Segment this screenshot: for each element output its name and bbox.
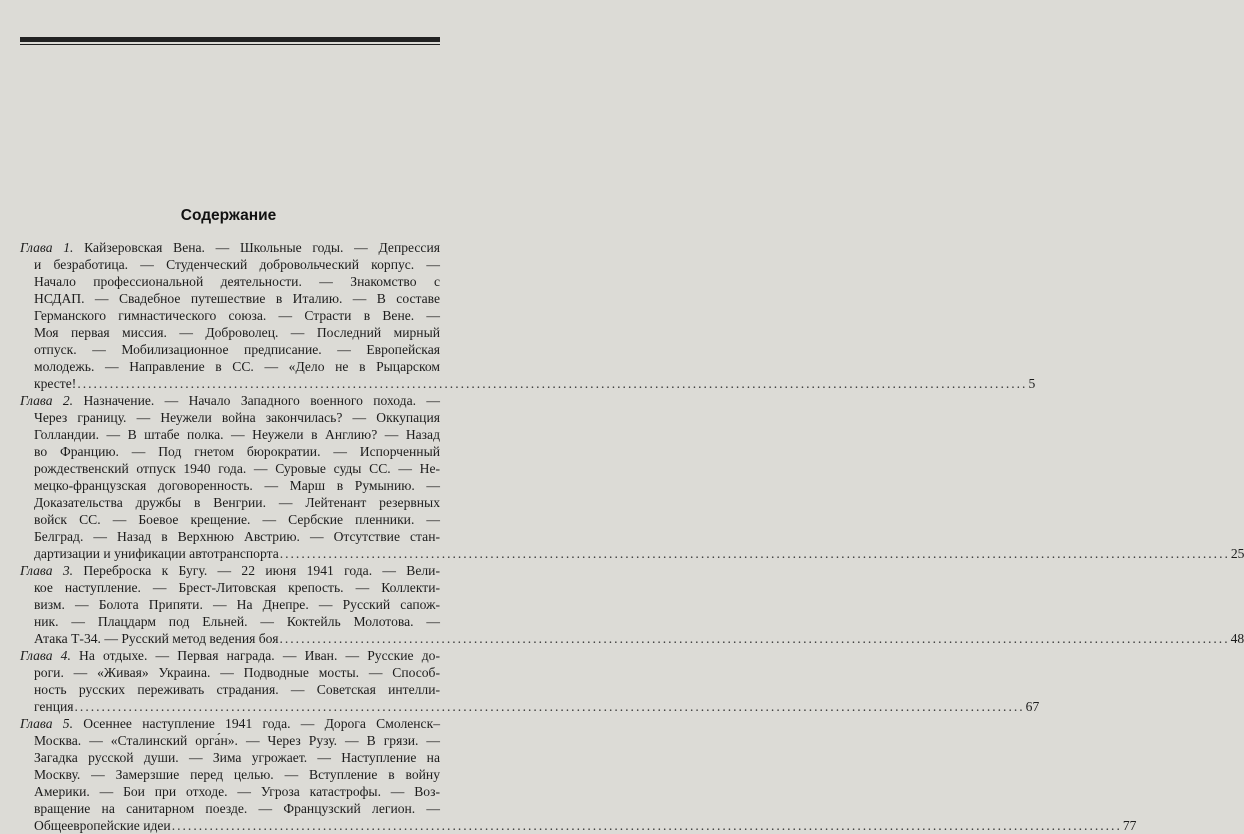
toc-line (20, 409, 440, 426)
toc-line-text: Германского гимнастического союза. — Страсти в Вене. — (34, 308, 440, 323)
toc-line-text: кресте! (34, 376, 77, 391)
page-number: 25 (1230, 546, 1244, 561)
toc-line (20, 239, 440, 256)
toc-line (20, 494, 440, 511)
toc-line-text: Моя первая миссия. — Доброволец. — Последний мирный (34, 325, 440, 340)
toc-line (20, 256, 440, 273)
toc-line-text: Белград. — Назад в Верхнюю Австрию. — Отсутствие стан- (34, 529, 440, 544)
toc-line-text: войск СС. — Боевое крещение. — Сербские пленники. — (34, 512, 440, 527)
toc-line-text: Начало профессиональной деятельности. — Знакомство с (34, 274, 440, 289)
dot-leader: ................................................................................................................................................................................ (279, 546, 1230, 561)
dot-leader: ................................................................................................................................................................................ (279, 631, 1230, 646)
toc-line (20, 596, 440, 613)
toc-line-text: Загадка русской души. — Зима угрожает. — Наступление на (34, 750, 440, 765)
page-number: 48 (1230, 631, 1244, 646)
toc-line (20, 630, 1244, 647)
toc-line (20, 715, 440, 732)
toc-line-text: На отдыхе. — Первая награда. — Иван. — Русские до- (79, 648, 440, 663)
toc-line (20, 613, 440, 630)
page-title: Содержание (180, 207, 277, 224)
toc-line (20, 562, 440, 579)
toc-line-text: ник. — Плацдарм под Ельней. — Коктейль Молотова. — (34, 614, 440, 629)
toc-line-text: отпуск. — Мобилизационное предписание. — Европейская (34, 342, 440, 357)
toc-line (20, 341, 440, 358)
toc-line-text: визм. — Болота Припяти. — На Днепре. — Русский сапож- (34, 597, 440, 612)
chapter-number: Глава 5. (20, 716, 73, 731)
toc-line-text: Через границу. — Неужели война закончилась? — Оккупация (34, 410, 440, 425)
toc-line-text: Москву. — Замерзшие перед целью. — Вступление в войну (34, 767, 440, 782)
toc-line-text: роги. — «Живая» Украина. — Подводные мосты. — Способ- (34, 665, 440, 680)
toc-line-text: Осеннее наступление 1941 года. — Дорога Смоленск– (83, 716, 440, 731)
toc-line-text: Доказательства дружбы в Венгрии. — Лейтенант резервных (34, 495, 440, 510)
toc-line (20, 698, 1040, 715)
toc-line-text: НСДАП. — Свадебное путешествие в Италию. — В составе (34, 291, 440, 306)
toc-line (20, 579, 440, 596)
toc-line-text: ность русских переживать страдания. — Советская интелли- (34, 682, 440, 697)
toc-line-text: Назначение. — Начало Западного военного похода. — (83, 393, 440, 408)
toc-entry[interactable] (20, 647, 1040, 715)
toc-line (20, 477, 440, 494)
toc-line (20, 664, 440, 681)
toc-line-text: Кайзеровская Вена. — Школьные годы. — Депрессия (84, 240, 440, 255)
header-rule-thick (20, 37, 440, 42)
toc-line (20, 749, 440, 766)
toc-entry[interactable] (20, 715, 1137, 834)
toc-entry[interactable] (20, 392, 1244, 562)
page-number: 77 (1122, 818, 1137, 833)
toc-line (20, 528, 440, 545)
header-rule-thin (20, 44, 440, 45)
chapter-number: Глава 4. (20, 648, 71, 663)
chapter-number: Глава 2. (20, 393, 74, 408)
toc-line (20, 732, 440, 749)
toc-line (20, 783, 440, 800)
toc-line-text: мецко-французская договоренность. — Марш в Румынию. — (34, 478, 440, 493)
table-of-contents (20, 239, 1244, 834)
toc-entry[interactable] (20, 239, 1036, 392)
dot-leader: ................................................................................................................................................................................ (171, 818, 1122, 833)
toc-line (20, 307, 440, 324)
toc-line-text: дартизации и унификации автотранспорта (34, 546, 279, 561)
toc-line-text: Общеевропейские идеи (34, 818, 171, 833)
toc-line (20, 375, 1036, 392)
toc-line-text: Голландии. — В штабе полка. — Неужели в Англию? — Назад (34, 427, 440, 442)
toc-line (20, 392, 440, 409)
toc-line (20, 358, 440, 375)
toc-line-text: во Францию. — Под гнетом бюрократии. — Испорченный (34, 444, 440, 459)
toc-line-text: и безработица. — Студенческий добровольческий корпус. — (34, 257, 440, 272)
toc-line-text: генция (34, 699, 74, 714)
toc-line-text: кое наступление. — Брест-Литовская крепость. — Коллекти- (34, 580, 440, 595)
toc-line (20, 800, 440, 817)
toc-line (20, 545, 1244, 562)
toc-line (20, 290, 440, 307)
toc-line (20, 426, 440, 443)
toc-line-text: Атака Т-34. — Русский метод ведения боя (34, 631, 279, 646)
toc-line-text: Америки. — Бои при отходе. — Угроза катастрофы. — Воз- (34, 784, 440, 799)
toc-line (20, 681, 440, 698)
toc-line-text: вращение на санитарном поезде. — Французский легион. — (34, 801, 440, 816)
chapter-number: Глава 3. (20, 563, 74, 578)
dot-leader: ................................................................................................................................................................................ (74, 699, 1025, 714)
chapter-number: Глава 1. (20, 240, 74, 255)
page-number: 67 (1025, 699, 1040, 714)
toc-line-text: Москва. — «Сталинский орга́н». — Через Рузу. — В грязи. — (34, 733, 440, 748)
toc-line (20, 460, 440, 477)
toc-line-text: молодежь. — Направление в СС. — «Дело не в Рыцарском (34, 359, 440, 374)
dot-leader: ................................................................................................................................................................................ (77, 376, 1028, 391)
toc-line (20, 817, 1137, 834)
toc-entry[interactable] (20, 562, 1244, 647)
page-number: 5 (1028, 376, 1036, 391)
toc-line (20, 324, 440, 341)
toc-line (20, 273, 440, 290)
toc-line (20, 647, 440, 664)
toc-line (20, 511, 440, 528)
toc-line-text: рождественский отпуск 1940 года. — Суровые суды СС. — Не- (34, 461, 440, 476)
toc-line (20, 766, 440, 783)
toc-line (20, 443, 440, 460)
toc-line-text: Переброска к Бугу. — 22 июня 1941 года. — Вели- (83, 563, 440, 578)
